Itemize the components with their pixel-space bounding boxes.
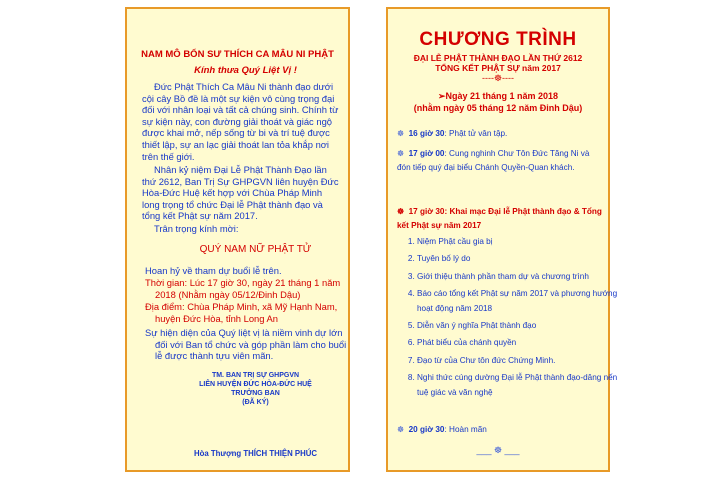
sign-line: (ĐÃ KÝ) xyxy=(242,399,269,406)
time-line: Thời gian: Lúc 17 giờ 30, ngày 21 tháng 1 năm 2018 (Nhằm ngày 05/12/Đinh Dậu) xyxy=(145,277,341,300)
dharma-wheel-icon: ☸ xyxy=(397,425,405,434)
schedule-item-1 xyxy=(397,127,605,141)
paragraph-2: Nhân kỷ niệm Đại Lễ Phật Thành Đạo lần thứ 2612, Ban Trị Sự GHPGVN liên huyện Đức Hòa-Đức Huệ kết hợp với Chùa Pháp Minh long trọng tổ chức Đại lễ Phật thành đạo và tổng kết Phật sự năm 2017. xyxy=(142,164,339,222)
ornament-bottom: ___ ☸ ___ xyxy=(476,445,520,455)
item-text: : Phật tử vân tập. xyxy=(444,129,508,138)
ornament-top: ----☸---- xyxy=(481,73,515,83)
sign-line: TRƯỞNG BAN xyxy=(231,390,280,397)
item-time: 17 giờ 00 xyxy=(408,149,445,158)
item-time: 17 giờ 30 xyxy=(408,207,445,216)
program-subtitle-1: ĐẠI LỄ PHẬT THÀNH ĐẠO LẦN THỨ 2612 xyxy=(413,53,583,63)
signer-name: THÍCH THIỆN PHÚC xyxy=(243,449,317,458)
invitation-panel xyxy=(125,7,350,472)
sign-line: LIÊN HUYỆN ĐỨC HÒA-ĐỨC HUỆ xyxy=(199,381,312,388)
header-invocation: NAM MÔ BỔN SƯ THÍCH CA MÂU NI PHẬT xyxy=(141,49,334,60)
schedule-item-2 xyxy=(397,147,605,176)
addressee: QUÝ NAM NỮ PHẬT TỬ xyxy=(199,244,312,255)
paragraph-1: Đức Phật Thích Ca Mâu Ni thành đạo dưới cội cây Bồ đề là một sự kiện vô cùng trọng đại đối với nhân loại và tất cả chúng sinh. Chính từ sự kiện này, con đường giải thoát và giác ngộ được khai mở, nếp sống từ bi và trí tuệ được thiết lập, sự an lạc giải thoát lan tỏa khắp nơi trên thế giới. xyxy=(142,81,339,162)
program-step: 7. Đạo từ của Chư tôn đức Chứng Minh. xyxy=(417,354,625,368)
sign-line: TM. BAN TRỊ SỰ GHPGVN xyxy=(211,372,300,379)
signer xyxy=(145,449,366,458)
schedule-item-4 xyxy=(397,423,605,437)
closing-paragraph: Sự hiện diện của Quý liệt vị là niềm vinh dự lớn đối với Ban tổ chức và góp phần làm cho buổi lễ được thành tựu viên mãn. xyxy=(145,327,347,362)
program-step: 3. Giới thiệu thành phần tham dự và chương trình xyxy=(417,270,625,284)
program-title: CHƯƠNG TRÌNH xyxy=(419,29,577,50)
place-line: Địa điểm: Chùa Pháp Minh, xã Mỹ Hạnh Nam, huyện Đức Hòa, tỉnh Long An xyxy=(145,301,338,324)
program-step: 5. Diễn văn ý nghĩa Phật thành đạo xyxy=(417,319,625,333)
item-time: 16 giờ 30 xyxy=(408,129,445,138)
program-step: 1. Niệm Phật cầu gia bị xyxy=(417,235,625,249)
dharma-wheel-icon: ☸ xyxy=(397,129,405,138)
greeting: Kính thưa Quý Liệt Vị ! xyxy=(194,65,297,76)
lunar-date-line: (nhằm ngày 05 tháng 12 năm Đinh Dậu) xyxy=(413,103,583,113)
item-text: : Hoàn mãn xyxy=(444,425,487,434)
dharma-wheel-icon: ☸ xyxy=(397,207,405,216)
program-panel xyxy=(386,7,618,472)
program-step: 4. Báo cáo tổng kết Phật sự năm 2017 và phương hướng hoạt động năm 2018 xyxy=(417,287,625,316)
item-text: : Khai mạc Đại lễ Phật thành đạo & Tổng kết Phật sự năm 2017 xyxy=(397,207,602,231)
schedule-item-3 xyxy=(397,205,605,234)
join-line: Hoan hỷ về tham dự buổi lễ trên. xyxy=(145,265,282,276)
item-text: : Cung nghinh Chư Tôn Đức Tăng Ni và đón tiếp quý đại biểu Chánh Quyền-Quan khách. xyxy=(397,149,590,173)
date-line: ➢Ngày 21 tháng 1 năm 2018 xyxy=(437,91,559,101)
item-time: 20 giờ 30 xyxy=(408,425,445,434)
program-step: 2. Tuyên bố lý do xyxy=(417,252,625,266)
program-step: 6. Phát biểu của chánh quyền xyxy=(417,336,625,350)
program-list xyxy=(397,235,625,403)
program-step: 8. Nghi thức cúng dường Đại lễ Phật thành đạo-dâng nến tuệ giác và văn nghệ xyxy=(417,371,625,400)
invite-line: Trân trọng kính mời: xyxy=(154,223,239,234)
dharma-wheel-icon: ☸ xyxy=(397,149,405,158)
signer-title: Hòa Thượng xyxy=(194,449,244,458)
program-subtitle-2: TỔNG KẾT PHẬT SỰ năm 2017 xyxy=(435,63,561,73)
signature-block xyxy=(145,371,366,407)
